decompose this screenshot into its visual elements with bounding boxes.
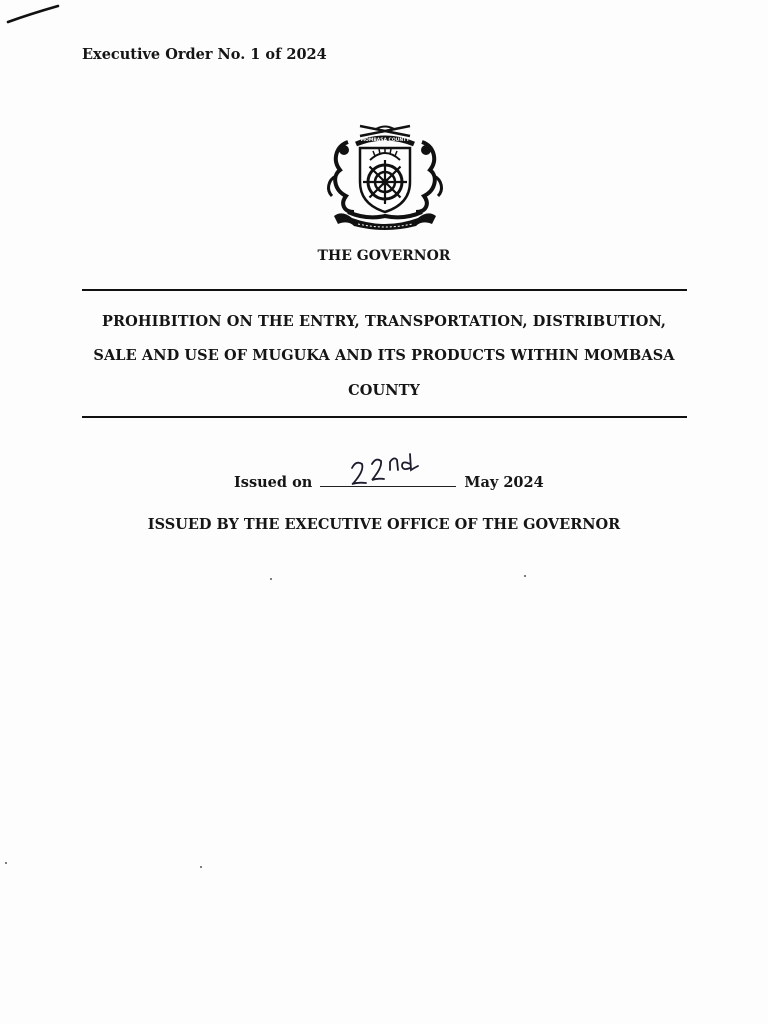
- issuing-office-line: ISSUED BY THE EXECUTIVE OFFICE OF THE GOVERNOR: [147, 516, 621, 533]
- issued-on-label: Issued on: [234, 474, 313, 491]
- top-divider: [82, 289, 687, 291]
- order-title-line-2: SALE AND USE OF MUGUKA AND ITS PRODUCTS WITHIN MOMBASA: [93, 347, 675, 364]
- mombasa-county-coat-of-arms-icon: [318, 120, 452, 232]
- bottom-divider: [82, 416, 687, 418]
- scan-speck: [270, 578, 272, 580]
- executive-order-number: Executive Order No. 1 of 2024: [82, 46, 327, 63]
- issue-month-year: May 2024: [464, 474, 544, 491]
- scan-speck: [5, 862, 7, 864]
- handwritten-day-22nd: [344, 450, 434, 490]
- order-title-line-3: COUNTY: [348, 382, 420, 399]
- governor-heading: THE GOVERNOR: [317, 248, 451, 264]
- order-title-line-1: PROHIBITION ON THE ENTRY, TRANSPORTATION, DISTRIBUTION,: [101, 313, 667, 330]
- crest-banner-text: MOMBASA COUNTY: [360, 138, 410, 143]
- scan-speck: [200, 866, 202, 868]
- scan-speck: [524, 575, 526, 577]
- pen-stroke-mark: [4, 0, 64, 30]
